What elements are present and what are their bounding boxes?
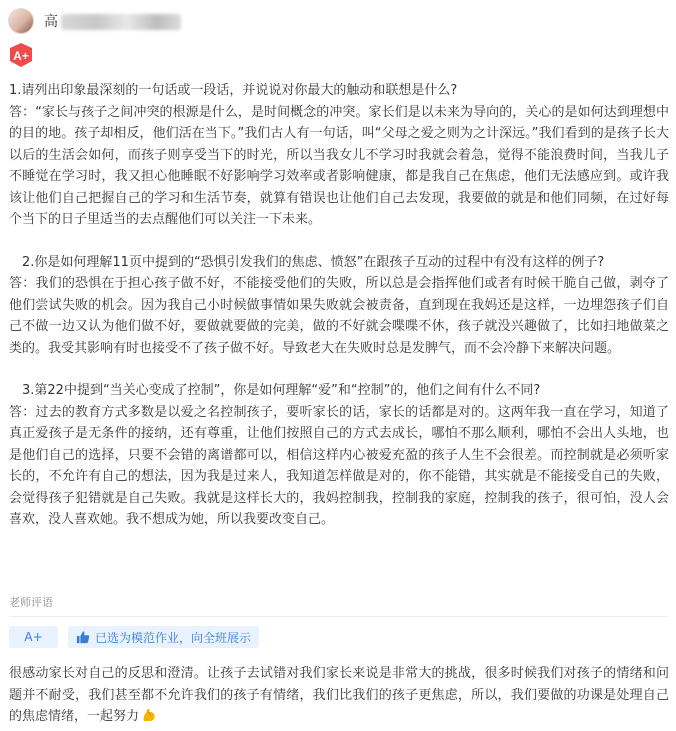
- teacher-comment: [9, 663, 669, 728]
- grade-badge-icon: [8, 42, 34, 68]
- model-homework-button[interactable]: [68, 626, 259, 648]
- question-text: 1.请列出印象最深刻的一句话或一段话，并说说对你最大的触动和联想是什么?: [9, 83, 458, 98]
- question-block: [9, 80, 669, 231]
- review-actions: [9, 626, 259, 648]
- avatar[interactable]: [8, 8, 34, 34]
- blurred-name: [61, 14, 181, 30]
- question-block: [9, 380, 669, 531]
- teacher-review-label: 老师评语: [9, 596, 53, 609]
- model-homework-label: 已选为模范作业，向全班展示: [95, 630, 252, 645]
- question-block: [9, 252, 669, 360]
- flexed-biceps-icon: [141, 707, 157, 723]
- answer-text: 答：“家长与孩子之间冲突的根源是什么，是时间概念的冲突。家长们是以未来为导向的，关心的是如何达到理想中的目的地。孩子却相反，他们活在当下。”我们古人有一句话，叫“父母之爱之则为之计深远。”我们看到的是孩子长大以后的生活会如何，而孩子则享受当下的时光，所以当我女儿不学习时我就会着急，觉得不能浪费时间，当我儿子不睡觉在学习时，我又担心他睡眠不好影响学习效率或者影响健康，都是我自己在焦虑，他们无法感应到。或许我该让他们自己把握自己的学习和生活节奏，就算有错误也让他们自己去发现，我要做的就是和他们同频，在过好每个当下的日子里适当的去点醒他们可以关注一下未来。: [9, 104, 669, 227]
- grade-button[interactable]: A+: [9, 626, 58, 648]
- answer-text: 答：过去的教育方式多数是以爱之名控制孩子，要听家长的话，家长的话都是对的。这两年我一直在学习，知道了真正爱孩子是无条件的接纳，还有尊重，让他们按照自己的方式去成长，哪怕不那么顺利，哪怕不会出人头地，也是他们自己的选择，只要不会错的离谱都可以，相信这样内心被爱充盈的孩子人生不会很差。而控制就是必须听家长的，不允许有自己的想法，因为我是过来人，我知道怎样做是对的，你不能错，其实就是不能接受自己的失败，会觉得孩子犯错就是自己失败。我就是这样长大的，我妈控制我，控制我的家庭，控制我的孩子，很可怕，没人会喜欢，没人喜欢她。我不想成为她，所以我要改变自己。: [9, 404, 669, 527]
- divider: [9, 616, 668, 617]
- grade-badge-label: A+: [13, 49, 29, 63]
- thumbs-up-icon: [76, 630, 90, 644]
- answer-text: 答：我们的恐惧在于担心孩子做不好，不能接受他们的失败，所以总是会指挥他们或者有时候干脆自己做，剥夺了他们尝试失败的机会。因为我自己小时候做事情如果失败就会被责备，直到现在我妈还是这样，一边埋怨孩子们自己不做一边又认为他们做不好，要做就要做的完美，做的不好就会喋喋不休，孩子就没兴趣做了，比如扫地做菜之类的。我受其影响有时也接受不了孩子做不好。导致老大在失败时总是发脾气，而不会冷静下来解决问题。: [9, 276, 669, 356]
- username: 高: [44, 11, 181, 31]
- teacher-comment-text: 很感动家长对自己的反思和澄清。让孩子去试错对我们家长来说是非常大的挑战，很多时候我们对孩子的情绪和问题并不耐受，我们甚至都不允许我们的孩子有情绪，我们比我们的孩子更焦虑，所以，我们要做的功课是处理自己的焦虑情绪，一起努力: [9, 666, 669, 724]
- question-text: 2.你是如何理解11页中提到的“恐惧引发我们的焦虑、愤怒”在跟孩子互动的过程中有没有这样的例子?: [22, 254, 605, 270]
- question-text: 3.第22中提到“当关心变成了控制”，你是如何理解“爱”和“控制”的，他们之间有什么不同?: [22, 383, 541, 398]
- user-header: [8, 6, 181, 36]
- homework-content: [9, 80, 669, 531]
